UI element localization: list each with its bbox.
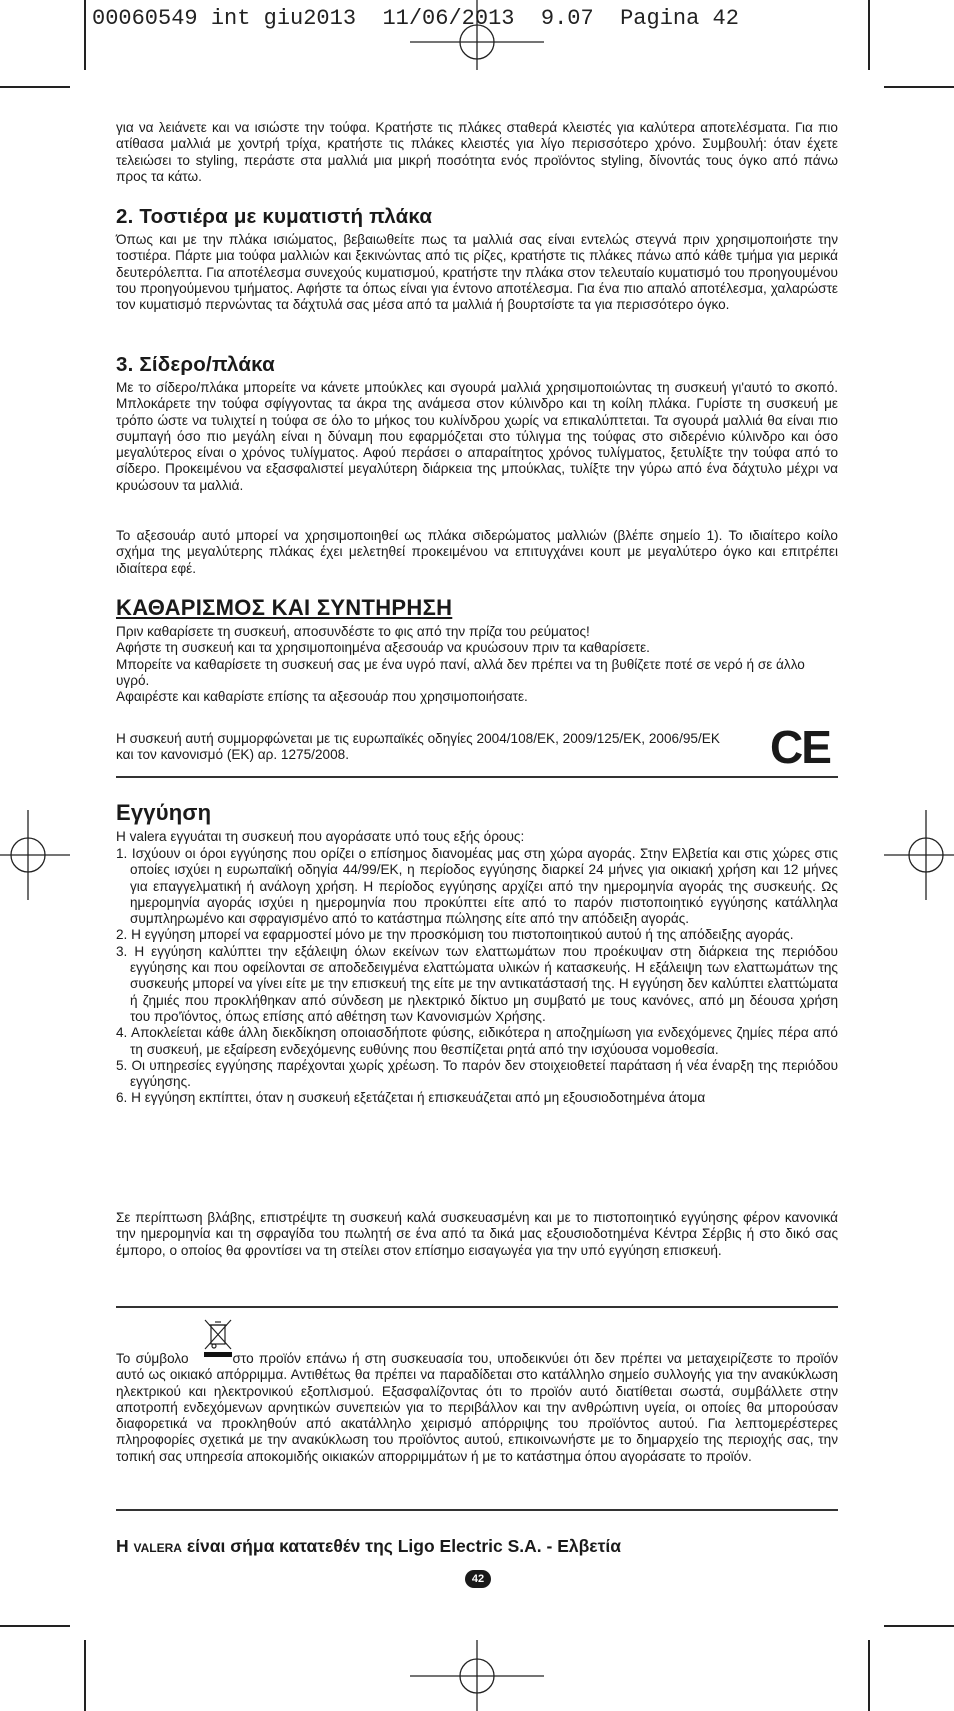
cleaning-line: Μπορείτε να καθαρίσετε τη συσκευή σας με ένα υγρό πανί, αλλά δεν πρέπει να τη βυθίζετε ποτέ σε νερό ή σε άλλο υγρό. — [116, 656, 805, 688]
weee-notice — [116, 1351, 838, 1465]
divider — [116, 1306, 838, 1308]
section-3-heading: 3. Σίδερο/πλάκα — [116, 353, 275, 376]
trademark-prefix: Η — [116, 1536, 134, 1556]
list-item: 3. Η εγγύηση καλύπτει την εξάλειψη όλων εκείνων των ελαττωμάτων που προέκυψαν στη διάρκεια της περιόδου εγγύησης και που οφείλονται σε αποδεδειγμένα ελαττώματα υλικών ή κατασκευής. Η εξάλειψη των ελαττωμάτων της συσκευής μπορεί να γίνει είτε με την επισκευή της είτε με την αντικατάστασή της. Η εγγύηση δεν καλύπτει ελαττώματα ή ζημιές που προκλήθηκαν από σύνδεση με ηλεκτρικό δίκτυο μη συμβατό με τους κανόνες, από μη δέουσα χρήση του προ'ϊόντος, όπως επίσης από αθέτηση των Κανονισμών Χρήσης. — [116, 943, 838, 1024]
page-number-badge: 42 — [465, 1570, 491, 1588]
trademark-suffix: είναι σήμα κατατεθέν της Ligo Electric S.A. - Ελβετία — [181, 1536, 622, 1556]
list-item: 2. Η εγγύηση μπορεί να εφαρμοστεί μόνο με την προσκόμιση του πιστοποιητικού αυτού ή της απόδειξης αγοράς. — [116, 927, 794, 943]
cleaning-line: Αφαιρέστε και καθαρίστε επίσης τα αξεσουάρ που χρησιμοποιήσατε. — [116, 689, 528, 705]
list-item: 4. Αποκλείεται κάθε άλλη διεκδίκηση οποιασδήποτε φύσης, ειδικότερα η αποζημίωση για ενδεχόμενες ζημίες πέρα από τη συσκευή, με εξαίρεση ενδεχόμενης ευθύνης που θεσπίζεται ρητά από την ισχύουσα νομοθεσία. — [116, 1025, 838, 1057]
warranty-heading: Εγγύηση — [116, 800, 212, 825]
list-item: 1. Ισχύουν οι όροι εγγύησης που ορίζει ο επίσημος διανομέας μας στη χώρα αγοράς. Στην Ελβετία και στις χώρες στις οποίες ισχύει η ευρωπαϊκή οδηγία 44/99/ΕΚ, η περίοδος εγγύησης διαρκεί 24 μήνες για οικιακή χρήση και 12 μήνες για επαγγελματική ή ανάλογη χρήση. Η περίοδος εγγύησης αρχίζει από την ημερομηνία αγοράς της συσκευής. Ως ημερομηνία αγοράς ισχύει η ημερομηνία που προκύπτει είτε από το παρόν πιστοποιητικό εγγύησης κατάλληλα συμπληρωμένο και σφραγισμένο από το κατάστημα πώλησης είτε από την απόδειξη αγοράς. — [116, 846, 838, 927]
compliance-statement: Η συσκευή αυτή συμμορφώνεται με τις ευρωπαϊκές οδηγίες 2004/108/ΕΚ, 2009/125/ΕΚ, 2006/95/ΕΚ και τον κανονισμό (ΕΚ) αρ. 1275/2008. — [116, 731, 720, 763]
trademark-line — [116, 1536, 621, 1557]
divider — [116, 776, 838, 778]
cleaning-line: Πριν καθαρίσετε τη συσκευή, αποσυνδέστε το φις από την πρίζα του ρεύματος! — [116, 624, 590, 639]
print-slug: 00060549 int giu2013 11/06/2013 9.07 Pagina 42 — [92, 6, 739, 31]
ce-mark-icon: CE — [770, 721, 830, 773]
warranty-closing: Σε περίπτωση βλάβης, επιστρέψτε τη συσκευή καλά συσκευασμένη και με το πιστοποιητικό εγγύησης φέρον κανονικά την ημερομηνία και τη σφραγίδα του πωλητή σε ένα από τα δικά μας εξουσιοδοτημένα Κέντρα Σέρβις ή στο δικό σας έμπορο, ο οποίος θα φροντίσει να τη στείλει στον επίσημο εισαγωγέα για την υπό εγγύηση επισκευή. — [116, 1210, 838, 1258]
section-3-body: Με το σίδερο/πλάκα μπορείτε να κάνετε μπούκλες και σγουρά μαλλιά χρησιμοποιώντας τη συσκευή γι'αυτό το σκοπό. Μπλοκάρετε την τούφα σφίγγοντας τα άκρα της ανάμεσα στον κύλινδρο και τη κοίλη πλάκα. Γυρίστε τη συσκευή με τρόπο ώστε να τυλιχτεί η τούφα σε όλο το μήκος του κυλίνδρου χωρίς να επικαλύπτεται. Τα σγουρά μαλλιά θα είναι πιο συμπαγή όσο πιο μεγάλη είναι η δύναμη που εφαρμόζεται στο τύλιγμα της τούφας στο σιδερένιο κύλινδρο και όσο μεγαλύτερος είναι ο χρόνος τυλίγματος. Αφού περάσει ο απαραίτητος χρόνος τυλίγματος, ξετυλίξτε την τούφα από το σίδερο. Προκειμένου να εξασφαλιστεί μεγαλύτερη διάρκεια της μπούκλας, τυλίξτε την γύρω από ένα δάχτυλο μέχρι να κρυώσουν τα μαλλιά. — [116, 380, 838, 493]
divider — [116, 1509, 838, 1511]
intro-paragraph: για να λειάνετε και να ισιώστε την τούφα. Κρατήστε τις πλάκες σταθερά κλειστές για καλύτερα αποτελέσματα. Για πιο ατίθασα μαλλιά με χοντρή τρίχα, κρατήστε τις πλάκες κλειστές για λίγο περισσότερο χρόνο. Συμβουλή: όταν έχετε τελειώσει το styling, περάστε στα μαλλιά μια μικρή ποσότητα ενός προϊόντος styling, δίνοντάς τους όγκο από πάνω προς τα κάτω. — [116, 120, 838, 184]
cleaning-instructions — [116, 624, 838, 705]
section-2-body: Όπως και με την πλάκα ισιώματος, βεβαιωθείτε πως τα μαλλιά σας είναι εντελώς στεγνά πριν χρησιμοποιήστε την τοστιέρα. Πάρτε μια τούφα μαλλιών και ξεκινώντας από τις ρίζες, κρατήστε τις πλάκες πάνω από κάθε τμήμα για μερικά δευτερόλεπτα. Για αποτέλεσμα συνεχούς κυματισμού, κρατήστε την πλάκα στον τελευταίο κυματισμό του προηγουμένου του προηγούμενου τμήματος. Αφήστε τα όπως είναι για έντονο αποτέλεσμα. Για ένα πιο απαλό αποτέλεσμα, χαλαρώστε τον κυματισμό περνώντας τα δάχτυλά σας μέσα από τα μαλλιά ή βουρτσίστε τα για περισσότερο όγκο. — [116, 232, 838, 313]
list-item: 5. Οι υπηρεσίες εγγύησης παρέχονται χωρίς χρέωση. Το παρόν δεν στοιχειοθετεί παράταση ή νέα έναρξη της περιόδου εγγύησης. — [116, 1057, 838, 1090]
list-item: 6. Η εγγύηση εκπίπτει, όταν η συσκευή εξετάζεται ή επισκευάζεται από μη εξουσιοδοτημένα άτομα — [116, 1090, 706, 1106]
weee-prefix: Το σύμβολο — [116, 1351, 189, 1366]
brand-name: VALERA — [133, 1541, 182, 1555]
warranty-intro: Η valera εγγυάται τη συσκευή που αγοράσατε υπό τους εξής όρους: — [116, 829, 525, 844]
cleaning-heading: ΚΑΘΑΡΙΣΜΟΣ ΚΑΙ ΣΥΝΤΗΡΗΣΗ — [116, 595, 453, 620]
weee-body: στο προϊόν επάνω ή στη συσκευασία του, υποδεικνύει ότι δεν πρέπει να μεταχειρίζεστε το προϊόν αυτό ως οικιακό απόρριμμα. Αντιθέτως θα πρέπει να παραδίδεται στο κατάλληλο σημείο συλλογής για την ανακύκλωση ηλεκτρικού και ηλεκτρονικού εξοπλισμού. Εξασφαλίζοντας ότι το προϊόν αυτό διατίθεται σωστά, συμβάλλετε στην αποτροπή ενδεχόμενων αρνητικών συνεπειών για το περιβάλλον και την ανθρώπινη υγεία, οι οποίες θα μπορούσαν διαφορετικά να προκληθούν από ακατάλληλο χειρισμό απόρριψης του προϊόντος αυτού. Για λεπτομερέστερες πληροφορίες σχετικά με την ανακύκλωση του προϊόντος αυτού, επικοινωνήστε με το δημαρχείο της περιοχής σας, την τοπική σας υπηρεσία αποκομιδής οικιακών απορριμμάτων ή με το κατάστημα όπου αγοράσατε το προϊόν. — [116, 1351, 838, 1464]
section-2-heading: 2. Τοστιέρα με κυματιστή πλάκα — [116, 205, 433, 228]
cleaning-line: Αφήστε τη συσκευή και τα χρησιμοποιημένα αξεσουάρ να κρυώσουν πριν τα καθαρίσετε. — [116, 640, 650, 656]
warranty-terms-list — [116, 846, 838, 1107]
accessory-note: Το αξεσουάρ αυτό μπορεί να χρησιμοποιηθεί ως πλάκα σιδερώματος μαλλιών (βλέπε σημείο 1). Το ιδιαίτερο κοίλο σχήμα της μεγαλύτερης πλάκας έχει μελετηθεί προκειμένου να επιτυγχάνει κουπ με μεγαλύτερο όγκο και επιτρέπει ιδιαίτερα εφέ. — [116, 528, 838, 576]
